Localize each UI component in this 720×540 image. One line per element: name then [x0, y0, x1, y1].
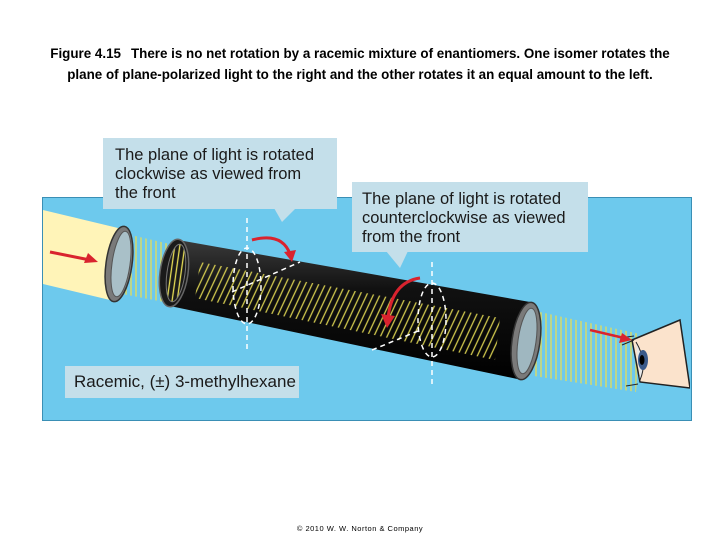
- sample-tube: [155, 237, 545, 381]
- callout-1-pointer: [274, 208, 296, 222]
- callout-counterclockwise: [352, 182, 588, 252]
- caption-text-1: There is no net rotation by a racemic mixture of enantiomers. One isomer rotates the: [130, 46, 670, 61]
- copyright-notice: © 2010 W. W. Norton & Company: [296, 524, 424, 533]
- callout-clockwise-line-1: The plane of light is rotated: [115, 146, 315, 164]
- figure-number: Figure 4.15: [50, 46, 121, 61]
- sample-label: Racemic, (±) 3-methylhexane: [65, 366, 299, 398]
- callout-counterclockwise-line-2: counterclockwise as viewed: [362, 209, 566, 227]
- callout-clockwise-line-2: clockwise as viewed from: [115, 165, 302, 183]
- callout-clockwise: [103, 138, 337, 209]
- caption-line-2: plane of plane-polarized light to the right and the other rotates it an equal amount to the left.: [67, 67, 653, 82]
- callout-counterclockwise-line-1: The plane of light is rotated: [362, 190, 562, 208]
- callout-clockwise-line-3: the front: [115, 184, 176, 202]
- callout-2-pointer: [386, 251, 408, 268]
- exiting-light-lines: [534, 312, 640, 392]
- callout-counterclockwise-line-3: from the front: [362, 228, 461, 246]
